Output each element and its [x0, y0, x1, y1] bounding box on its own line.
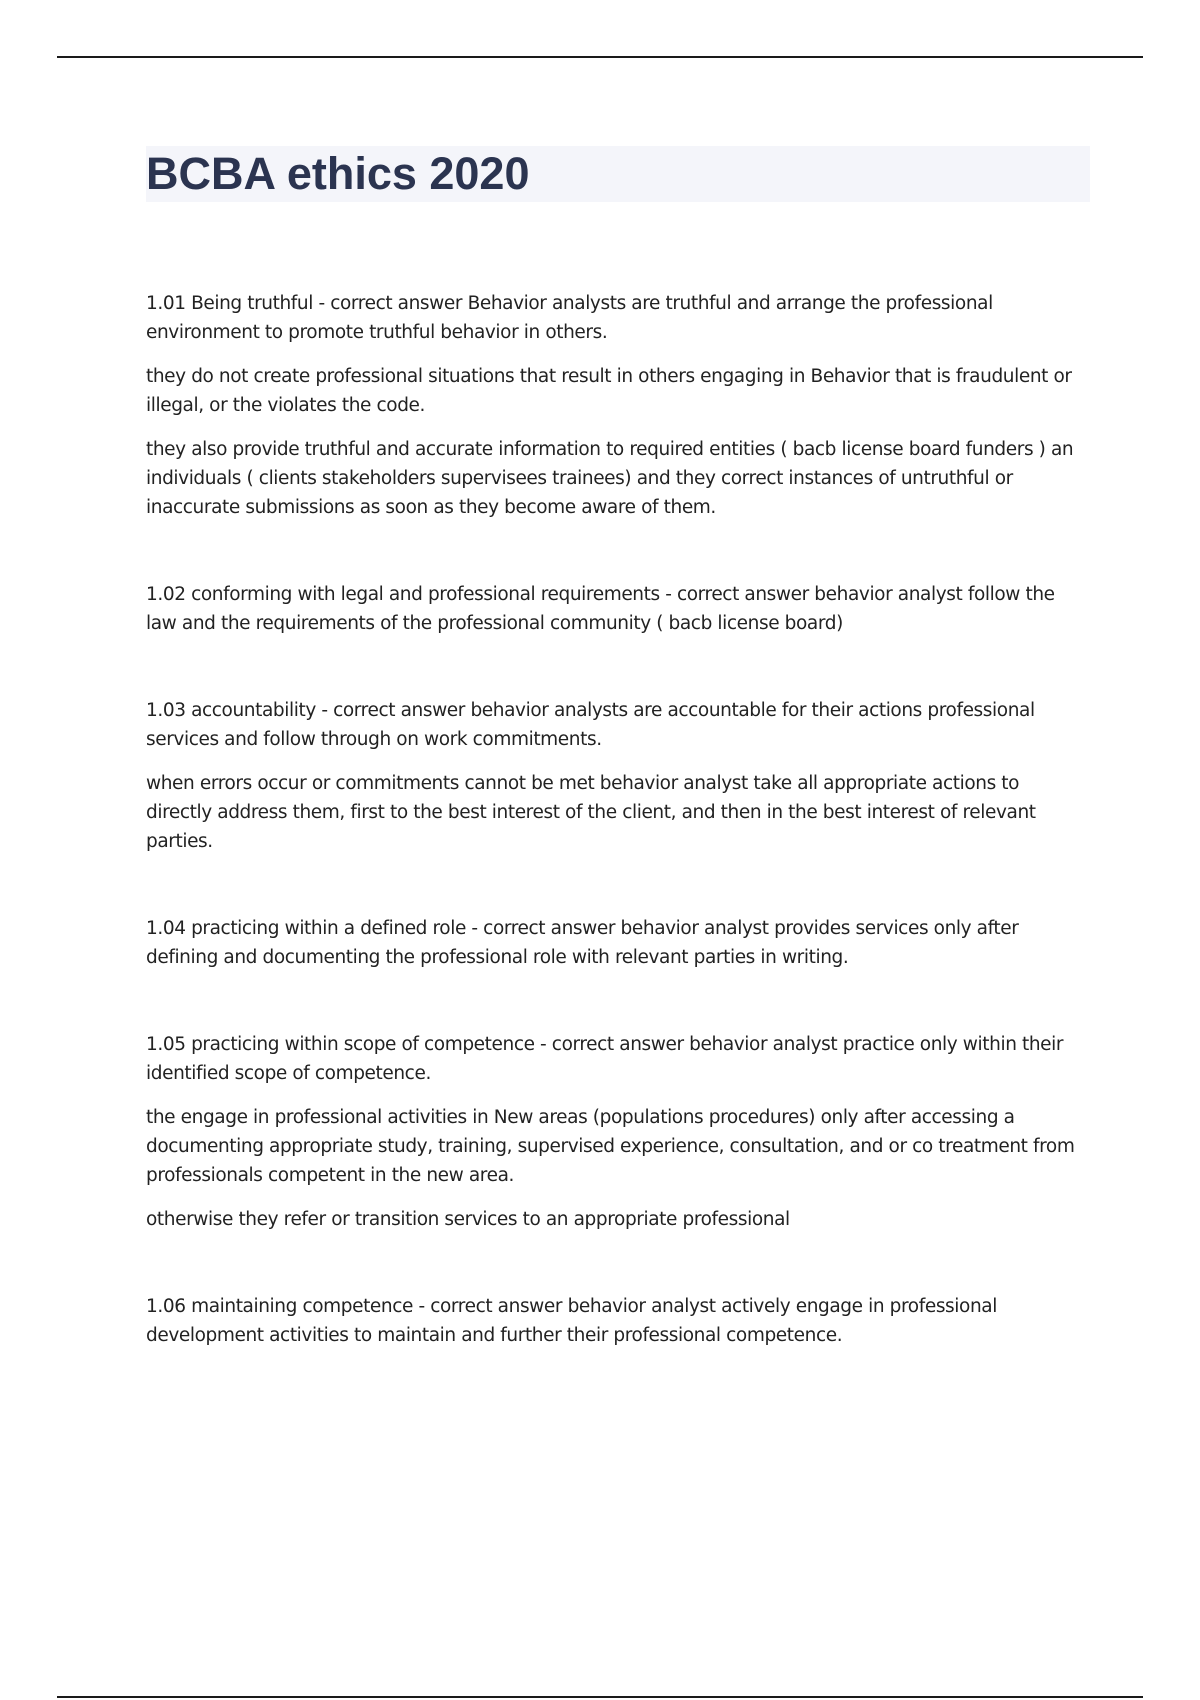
paragraph: they also provide truthful and accurate information to required entities ( bacb license board funders ) an individuals ( clients stakeholders supervisees trainees) and they correct instances of untruthful or inaccurate submissions as soon as they become aware of them.	[146, 439, 1074, 518]
entry-1-06	[146, 1292, 1090, 1350]
paragraph: 1.03 accountability - correct answer behavior analysts are accountable for their actions professional services and follow through on work commitments.	[146, 700, 1035, 750]
entry-1-05	[146, 1030, 1090, 1234]
paragraph: they do not create professional situations that result in others engaging in Behavior that is fraudulent or illegal, or the violates the code.	[146, 366, 1072, 416]
document-title: BCBA ethics 2020	[146, 148, 530, 199]
entry-1-04	[146, 914, 1090, 972]
paragraph: 1.02 conforming with legal and professional requirements - correct answer behavior analyst follow the law and the requirements of the professional community ( bacb license board)	[146, 584, 1055, 634]
entry-1-02	[146, 580, 1090, 638]
document-body	[146, 289, 1090, 1350]
bottom-rule	[57, 1696, 1143, 1698]
paragraph: 1.06 maintaining competence - correct answer behavior analyst actively engage in professional development activities to maintain and further their professional competence.	[146, 1296, 997, 1346]
entry-1-01	[146, 289, 1090, 522]
paragraph: 1.01 Being truthful - correct answer Behavior analysts are truthful and arrange the professional environment to promote truthful behavior in others.	[146, 293, 993, 343]
paragraph: the engage in professional activities in New areas (populations procedures) only after accessing a documenting appropriate study, training, supervised experience, consultation, and or co treatment from professionals competent in the new area.	[146, 1107, 1075, 1186]
paragraph: otherwise they refer or transition services to an appropriate professional	[146, 1209, 790, 1230]
paragraph: 1.04 practicing within a defined role - correct answer behavior analyst provides services only after defining and documenting the professional role with relevant parties in writing.	[146, 918, 1019, 968]
paragraph: when errors occur or commitments cannot be met behavior analyst take all appropriate actions to directly address them, first to the best interest of the client, and then in the best interest of relevant parties.	[146, 773, 1036, 852]
top-rule	[57, 56, 1143, 58]
entry-1-03	[146, 696, 1090, 856]
paragraph: 1.05 practicing within scope of competence - correct answer behavior analyst practice only within their identified scope of competence.	[146, 1034, 1064, 1084]
